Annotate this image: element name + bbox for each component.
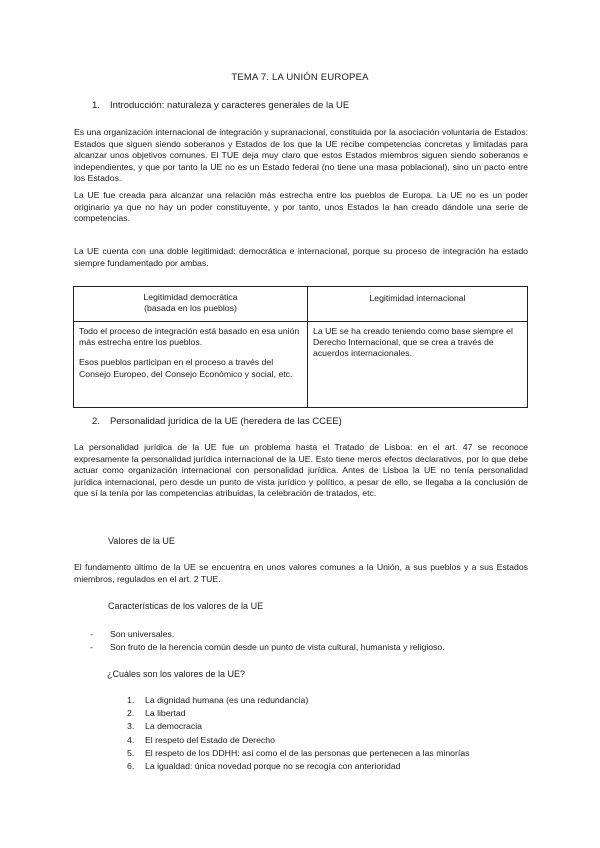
paragraph-creation: La UE fue creada para alcanzar una relación más estrecha entre los pueblos de Europa. La UE no es un poder originario ya que no hay un poder constituyente, y por tanto, unos Estados la han creado dándole una serie de competencias. <box>74 190 528 224</box>
table-header-democratic <box>74 287 308 322</box>
table-header-international <box>308 287 528 322</box>
paragraph-legitimacy: La UE cuenta con una doble legitimidad: democrática e internacional, porque su proceso de integración ha estado siempre fundamentado por ambas. <box>74 246 528 268</box>
section-1-title: Introducción: naturaleza y caracteres generales de la UE <box>110 100 350 111</box>
paragraph-definition: Es una organización internacional de integración y supranacional, constituida por la asociación voluntaria de Estados: Estados que siguen siendo soberanos y Estados de los que la UE recibe competencias concretas y limitadas para alcanzar unos objetivos comunes. El TUE deja muy claro que estos Estados miembros siguen siendo soberanos e independientes, y que por tanto la UE no es un Estado federal (no tiene una masa poblacional), sino un pacto entre los Estados. <box>74 127 528 184</box>
international-text: La UE se ha creado teniendo como base siempre el Derecho Internacional, que se crea a través de acuerdos internacionales. <box>313 326 513 359</box>
page-title: TEMA 7. LA UNIÓN EUROPEA <box>231 72 369 83</box>
list-item <box>127 720 470 733</box>
legitimacy-table <box>73 286 528 408</box>
section-1-heading <box>92 100 349 111</box>
item-text: La dignidad humana (es una redundancia) <box>145 695 309 705</box>
item-text: La igualdad: única novedad porque no se recogía con anterioridad <box>145 761 401 772</box>
list-item <box>127 694 470 707</box>
item-number: 2. <box>127 708 135 719</box>
list-item <box>90 628 445 641</box>
democratic-subheader: (basada en los pueblos) <box>144 303 237 314</box>
list-item <box>127 707 470 720</box>
bullet-marker: - <box>90 629 93 639</box>
bullet-text: Son fruto de la herencia común desde un punto de vista cultural, humanista y religioso. <box>110 642 445 652</box>
item-text: La libertad <box>145 708 186 719</box>
item-number: 1. <box>127 695 135 705</box>
item-number: 3. <box>127 721 135 732</box>
democratic-text-1: Todo el proceso de integración está basado en esa unión más estrecha entre los pueblos. <box>79 326 300 348</box>
item-number: 4. <box>127 734 135 745</box>
item-number: 5. <box>127 747 135 758</box>
table-cell-international <box>308 322 528 408</box>
section-2-title: Personalidad jurídica de la UE (heredera de las CCEE) <box>110 416 342 427</box>
list-item <box>127 760 470 773</box>
list-item <box>90 641 445 654</box>
item-number: 6. <box>127 761 135 772</box>
section-2-number: 2. <box>92 416 100 427</box>
item-text: El respeto del Estado de Derecho <box>145 734 275 745</box>
democratic-text-2: Esos pueblos participan en el proceso a través del Consejo Europeo, del Consejo Económico y social, etc. <box>79 357 293 379</box>
values-list <box>127 694 470 773</box>
item-text: El respeto de los DDHH: así como el de las personas que pertenecen a las minorías <box>145 747 470 758</box>
item-text: La democracia <box>145 721 202 732</box>
list-item <box>127 734 470 747</box>
list-item <box>127 747 470 760</box>
paragraph-values-foundation: El fundamento último de la UE se encuentra en unos valores comunes a la Unión, a sus pueblos y a sus Estados miembros, regulados en el art. 2 TUE. <box>74 562 528 584</box>
democratic-header: Legitimidad democrática <box>143 292 238 302</box>
values-heading: Valores de la UE <box>108 536 175 546</box>
section-1-number: 1. <box>92 100 100 111</box>
bullet-marker: - <box>90 642 93 652</box>
values-question: ¿Cuáles son los valores de la UE? <box>107 669 246 679</box>
section-2-heading <box>92 416 342 427</box>
paragraph-legal-personality: La personalidad jurídica de la UE fue un problema hasta el Tratado de Lisboa: en el art. 47 se reconoce expresamente la personalidad jurídica internacional de la UE. Esto tiene meros efectos declarativos, por lo que debe actuar como organización internacional con personalidad jurídica. Antes de Lisboa la UE no tenía personalidad jurídica internacional, pero desde un punto de vista jurídico y político, a pesar de ello, se llegaba a la conclusión de que sí la tenía por las competencias atribuidas, la celebración de tratados, etc. <box>74 442 528 499</box>
characteristics-heading: Características de los valores de la UE <box>108 601 264 611</box>
bullet-text: Son universales. <box>110 629 175 639</box>
characteristics-list <box>90 628 445 654</box>
table-cell-democratic <box>74 322 308 408</box>
international-header: Legitimidad internacional <box>369 293 466 303</box>
